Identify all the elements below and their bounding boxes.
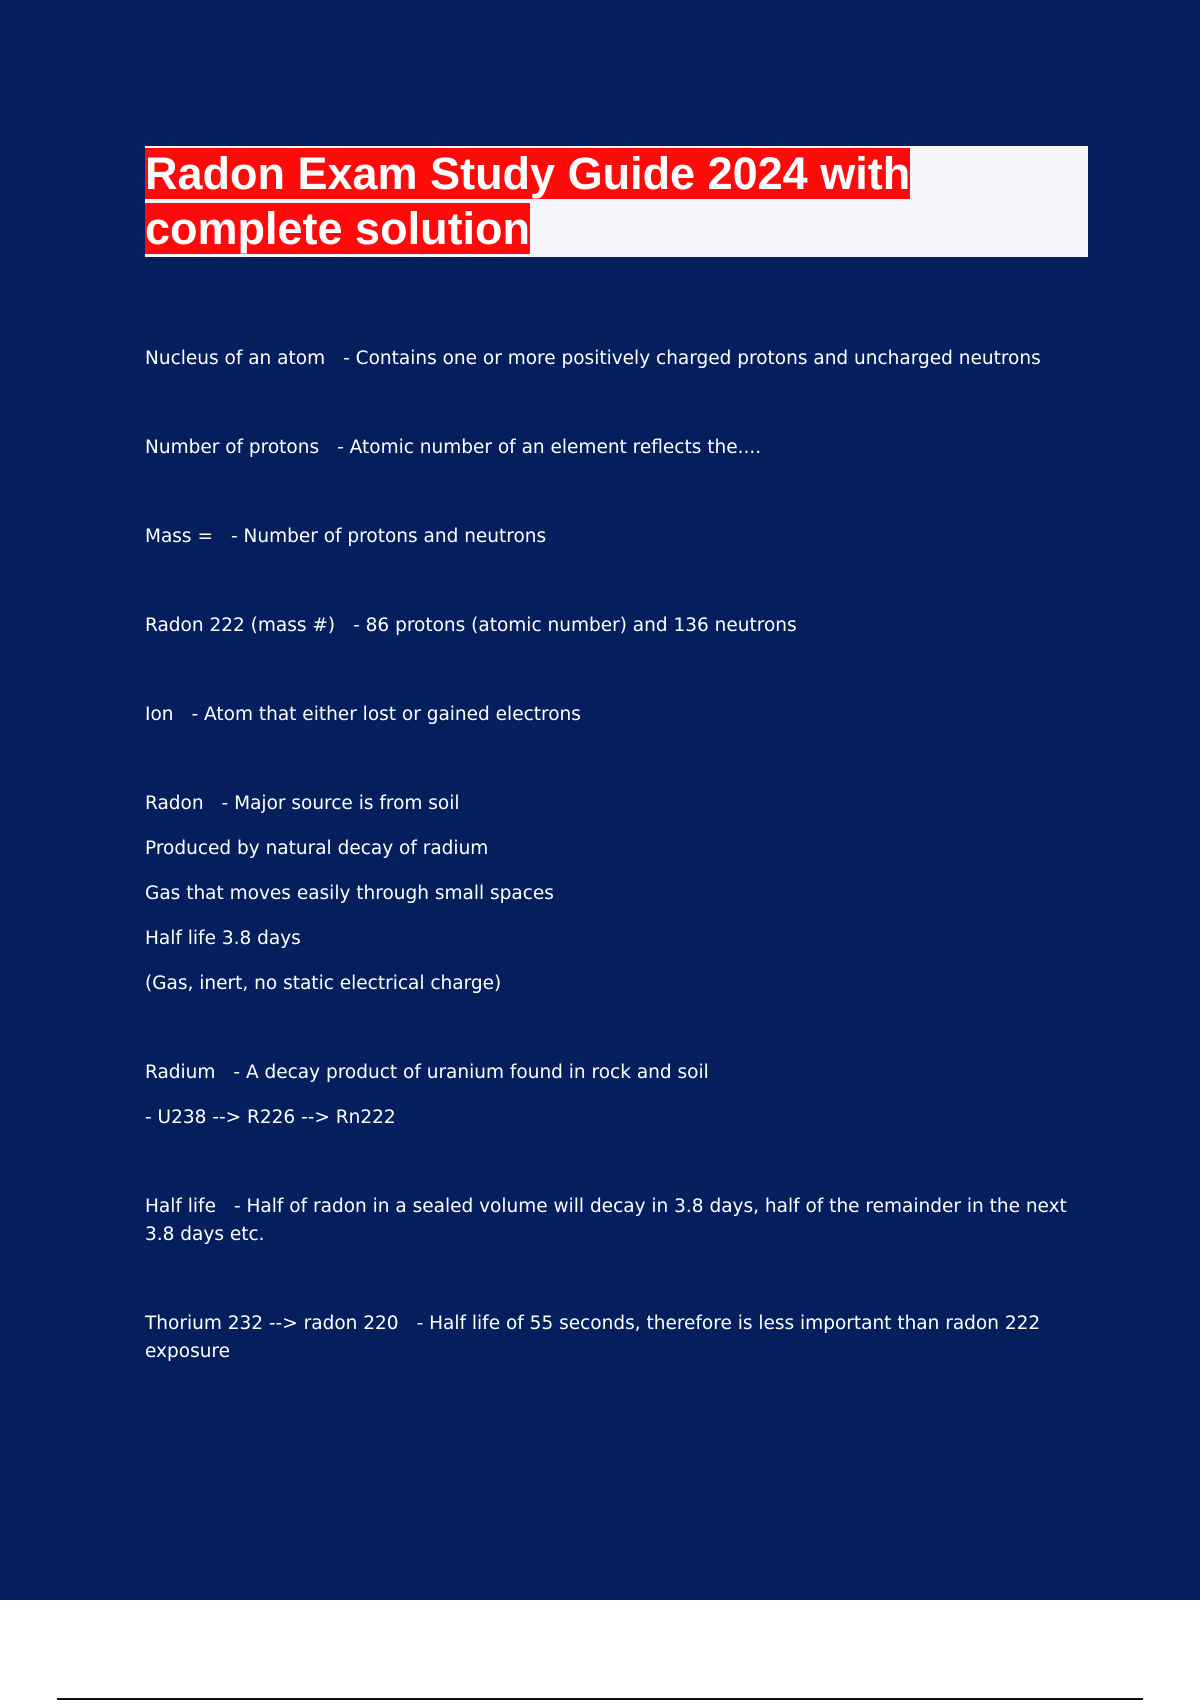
study-entry (145, 523, 1090, 551)
entry-line (145, 612, 1090, 640)
entry-extra-line: Produced by natural decay of radium (145, 838, 489, 859)
entry-definition: - Atomic number of an element reflects the.... (337, 437, 762, 458)
entry-line (145, 790, 1090, 818)
study-entry (145, 612, 1090, 640)
entry-line (145, 1310, 1090, 1366)
entry-term: Thorium 232 --> radon 220 (145, 1313, 399, 1334)
entry-term: Number of protons (145, 437, 320, 458)
entry-term: Ion (145, 704, 174, 725)
entry-term: Half life (145, 1196, 216, 1217)
entry-line (145, 434, 1090, 462)
document-title (145, 146, 990, 256)
entry-extra-line: Half life 3.8 days (145, 928, 301, 949)
entry-definition: - A decay product of uranium found in rock and soil (233, 1062, 709, 1083)
study-entry (145, 434, 1090, 462)
title-line-1: Radon Exam Study Guide 2024 with (145, 148, 911, 199)
study-entry (145, 701, 1090, 729)
entry-line (145, 701, 1090, 729)
entry-extra-line: - U238 --> R226 --> Rn222 (145, 1107, 396, 1128)
study-entry (145, 1193, 1090, 1249)
entry-definition: - Contains one or more positively charged protons and uncharged neutrons (343, 348, 1041, 369)
study-entries (145, 345, 1090, 1366)
entry-line (145, 1193, 1090, 1249)
study-entry (145, 1059, 1090, 1132)
entry-line (145, 523, 1090, 551)
entry-extra-line: (Gas, inert, no static electrical charge) (145, 973, 502, 994)
study-entry (145, 1310, 1090, 1366)
entry-definition: - Major source is from soil (221, 793, 460, 814)
entry-definition: - Half life of 55 seconds, therefore is less important than radon 222 exposure (145, 1313, 1041, 1362)
title-line-2: complete solution (145, 203, 531, 254)
entry-line (145, 1059, 1090, 1087)
study-entry (145, 790, 1090, 998)
entry-term: Radon 222 (mass #) (145, 615, 336, 636)
entry-term: Nucleus of an atom (145, 348, 326, 369)
entry-term: Mass = (145, 526, 213, 547)
entry-line (145, 345, 1090, 373)
study-entry (145, 345, 1090, 373)
entry-term: Radium (145, 1062, 216, 1083)
entry-definition: - 86 protons (atomic number) and 136 neutrons (353, 615, 797, 636)
entry-term: Radon (145, 793, 204, 814)
entry-definition: - Atom that either lost or gained electrons (191, 704, 581, 725)
entry-definition: - Half of radon in a sealed volume will decay in 3.8 days, half of the remainder in the next 3.8 days etc. (145, 1196, 1067, 1245)
entry-extra-line: Gas that moves easily through small spaces (145, 883, 554, 904)
entry-definition: - Number of protons and neutrons (230, 526, 547, 547)
